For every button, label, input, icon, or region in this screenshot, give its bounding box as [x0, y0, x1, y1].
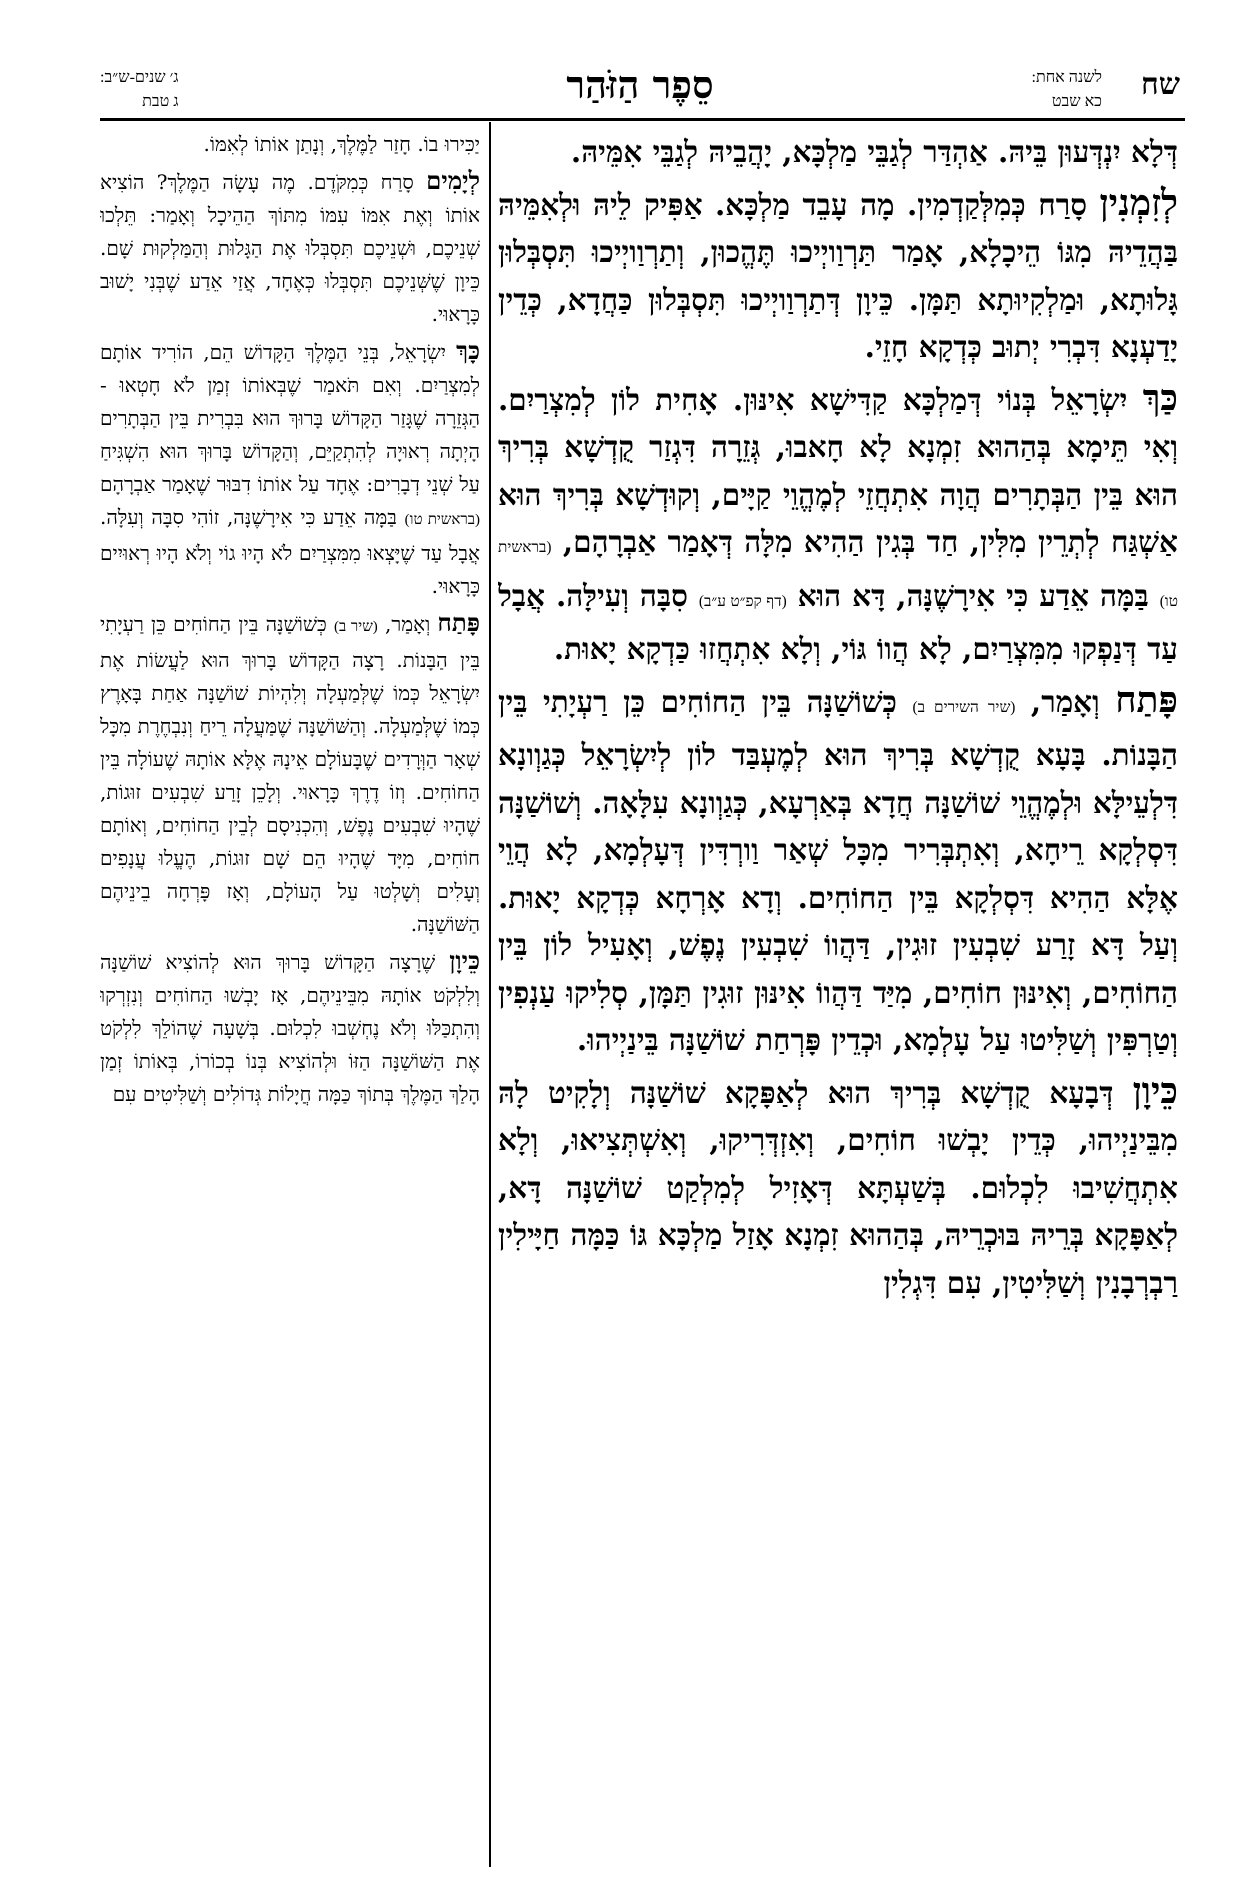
aramaic-paragraph: כַּךְ יִשְׂרָאֵל בְּנוֹי דְּמַלְכָּא קַדִּישָׁא אִינּוּן. אָחִית לוֹן לְמִצְרַיִם. וְאִי תֵּימָא בְּהַהוּא זִמְנָא לָא חָאבוּ, גְּזֵרָה דִּגְזַר קֻדְשָׁא בְּרִיךְ הוּא בֵּין הַבְּתָרִים הֲוָה אִתְחֲזֵי לְמֶהֱוֵי קַיָּים, וְקוּדְשָׁא בְּרִיךְ הוּא אַשְׁגַּח לְתְרֵין מִלִּין, חַד בְּגִין הַהִיא מִלָּה דְּאָמַר אַבְרָהָם, (בראשית טו) בַּמָּה אֵדַע כִּי אִירָשֶׁנָּה, דָּא הוּא (דף קפ״ט ע״ב) סִבָּה וְעִילָּה. אֲבָל עַד דְּנַפְקוּ מִמִּצְרַיִם, לָא הֲווֹ גּוֹי, וְלָא אִתְחֲזוּ כַּדְקָא יָאוּת.	[498, 376, 1178, 666]
opening-word: כַּךְ	[1142, 376, 1178, 419]
opening-word: כֵּיוָן	[1132, 1069, 1178, 1112]
schedule-program-label: ג׳ שנים-ש״ב:	[100, 69, 179, 86]
hebrew-paragraph: יַכִּירוּ בוֹ. חָזַר לַמֶּלֶךְ, וְנָתַן אוֹתוֹ לְאִמּוֹ.	[203, 132, 480, 156]
opening-word: פָּתַח	[1115, 678, 1178, 721]
verse-reference: (שיר ב)	[334, 619, 378, 635]
study-schedule-label: לשנה אחת:	[1031, 69, 1102, 86]
page-header	[100, 62, 1180, 112]
page-number: שח	[1141, 68, 1180, 101]
opening-word: כָּךְ	[456, 336, 480, 365]
verse-reference: (שיר השירים ב)	[912, 698, 1016, 716]
opening-word: פָּתַח	[437, 608, 480, 637]
hebrew-paragraph: לְיָמִים סָרַח כְּמִקֹּדֶם. מֶה עָשָׂה הַמֶּלֶךְ? הוֹצִיא אוֹתוֹ וְאֶת אִמּוֹ עִמּוֹ מִתּוֹךְ הַהֵיכָל וְאָמַר: תֵּלְכוּ שְׁנֵיכֶם, וּשְׁנֵיכֶם תִּסְבְּלוּ אֶת הַגָּלוּת וְהַמַּלְקוּת שָׁם. כֵּיוָן שֶׁשְּׁנֵיכֶם תִּסְבְּלוּ כְּאֶחָד, אֲזַי אֵדַע שֶׁבְּנִי יָשׁוּב כָּרָאוּי.	[100, 166, 480, 326]
hebrew-paragraph: כֵּיוָן שֶׁרָצָה הַקָּדוֹשׁ בָּרוּךְ הוּא לְהוֹצִיא שׁוֹשַׁנָּה וְלִלְקֹט אוֹתָהּ מִבֵּינֵיהֶם, אָז יָבְשׁוּ הַחוֹחִים וְנִזְרְקוּ וְהִתְכַּלּוּ וְלֹא נֶחְשְׁבוּ לִכְלוּם. בְּשָׁעָה שֶׁהוֹלֵךְ לִלְקֹט אֶת הַשּׁוֹשַׁנָּה הַזּוֹ וּלְהוֹצִיא בְּנוֹ בְכוֹרוֹ, בְּאוֹתוֹ זְמַן הָלַךְ הַמֶּלֶךְ בְּתוֹךְ כַּמָּה חֲיָלוֹת גְּדוֹלִים וְשַׁלִּיטִים עִם	[100, 946, 480, 1106]
aramaic-paragraph: לְזִמְנִין סָרַח כְּמִלְּקַדְמִין. מָה עָבֵד מַלְכָּא. אַפִּיק לֵיהּ וּלְאִמֵּיהּ בַּהֲדֵיהּ מִגּוֹ הֵיכָלָא, אָמַר תַּרְוַויְיכוּ תֶּהֱכוּן, וְתַרְוַויְיכוּ תִּסְבְּלוּן גָּלוּתָא, וּמַלְקִיוּתָא תַּמָּן. כֵּיוָן דְּתַרְוַויְיכוּ תִּסְבְּלוּן כַּחֲדָא, כְּדֵין יָדַעְנָא דִּבְרִי יְתוּב כְּדְקָא חָזֵי.	[498, 181, 1178, 364]
aramaic-column	[498, 128, 1178, 1868]
schedule-info	[100, 66, 179, 114]
opening-word: לְזִמְנִין	[1099, 181, 1178, 224]
hebrew-translation-column	[100, 128, 480, 1868]
book-title: סֵפֶר הַזֹּהַר	[566, 62, 714, 107]
column-divider	[489, 122, 491, 1867]
verse-reference: (בראשית טו)	[498, 539, 1178, 610]
opening-word: לְיָמִים	[426, 166, 480, 195]
aramaic-paragraph: פָּתַח וְאָמַר, (שיר השירים ב) כְּשׁוֹשַׁנָּה בֵּין הַחוֹחִים כֵּן רַעְיָתִי בֵּין הַבָּנוֹת. בָּעָא קֻדְשָׁא בְּרִיךְ הוּא לְמֶעְבַּד לוֹן לְיִשְׂרָאֵל כְּגַוְונָא דִּלְעֵילָּא וּלְמֶהֱוֵי שׁוֹשַׁנָּה חֲדָא בְּאַרְעָא, כְּגַוְונָא עִלָּאָה. וְשׁוֹשַׁנָּה דִּסְלְקָא רֵיחָא, וְאִתְבְּרִיר מִכָּל שְׁאַר וַורְדִּין דְּעָלְמָא, לָא הֲוֵי אֶלָּא הַהִיא דִּסְלְקָא בֵּין הַחוֹחִים. וְדָא אָרְחָא כְּדְקָא יָאוּת. וְעַל דָּא זָרַע שִׁבְעִין זוּגִין, דַּהֲווֹ שִׁבְעִין נֶפֶשׁ, וְאָעִיל לוֹן בֵּין הַחוֹחִים, וְאִינּוּן חוֹחִים, מִיַּד דַּהֲווֹ אִינּוּן זוּגִין תַּמָּן, סְלִיקוּ עַנְפִין וְטַרְפִּין וְשַׁלִּיטוּ עַל עָלְמָא, וּכְדֵין פָּרְחַת שׁוֹשַׁנָּה בֵּינַיְיהוּ.	[498, 678, 1178, 1057]
aramaic-paragraph: דְּלָא יִנְדְּעוּן בֵּיהּ. אַהְדַּר לְגַבֵּי מַלְכָּא, יָהֲבֵיהּ לְגַבֵּי אִמֵּיהּ.	[570, 134, 1178, 169]
verse-reference: (בראשית טו)	[404, 512, 480, 528]
opening-word: כֵּיוָן	[449, 946, 480, 975]
hebrew-paragraph: כָּךְ יִשְׂרָאֵל, בְּנֵי הַמֶּלֶךְ הַקָּדוֹשׁ הֵם, הוֹרִיד אוֹתָם לְמִצְרַיִם. וְאִם תֹּאמַר שֶׁבְּאוֹתוֹ זְמַן לֹא חָטְאוּ - הַגְּזֵרָה שֶׁגָּזַר הַקָּדוֹשׁ בָּרוּךְ הוּא בִּבְרִית בֵּין הַבְּתָרִים הָיְתָה רְאוּיָה לְהִתְקַיֵּם, וְהַקָּדוֹשׁ בָּרוּךְ הוּא הִשְׁגִּיחַ עַל שְׁנֵי דְבָרִים: אֶחָד עַל אוֹתוֹ דִבּוּר שֶׁאָמַר אַבְרָהָם (בראשית טו) בַּמָּה אֵדַע כִּי אִירָשֶׁנָּה, זוֹהִי סִבָּה וְעִלָּה. אֲבָל עַד שֶׁיָּצְאוּ מִמִּצְרַיִם לֹא הָיוּ גוֹי וְלֹא הָיוּ רְאוּיִים כָּרָאוּי.	[100, 336, 480, 598]
study-date: כא שבט	[1051, 93, 1102, 110]
schedule-date: ג טבת	[142, 93, 179, 110]
folio-reference: (דף קפ״ט ע״ב)	[698, 592, 787, 610]
header-rule	[100, 118, 1185, 121]
hebrew-paragraph: פָּתַח וְאָמַר, (שיר ב) כְּשׁוֹשַׁנָּה בֵּין הַחוֹחִים כֵּן רַעְיָתִי בֵּין הַבָּנוֹת. רָצָה הַקָּדוֹשׁ בָּרוּךְ הוּא לַעֲשׂוֹת אֶת יִשְׂרָאֵל כְּמוֹ שֶׁלְּמַעְלָה וְלִהְיוֹת שׁוֹשַׁנָּה אַחַת בָּאָרֶץ כְּמוֹ שֶׁלְּמַעְלָה. וְהַשּׁוֹשַׁנָּה שֶׁמַּעֲלָה רֵיחַ וְנִבְחֶרֶת מִכָּל שְׁאָר הַוְּרָדִים שֶׁבָּעוֹלָם אֵינָהּ אֶלָּא אוֹתָהּ שֶׁעוֹלָה בֵּין הַחוֹחִים. וְזוֹ דֶרֶךְ כָּרָאוּי. וְלָכֵן זָרַע שִׁבְעִים זוּגוֹת, שֶׁהָיוּ שִׁבְעִים נֶפֶשׁ, וְהִכְנִיסָם לְבֵין הַחוֹחִים, וְאוֹתָם חוֹחִים, מִיָּד שֶׁהָיוּ הֵם שָׁם זוּגוֹת, הֶעֱלוּ עֲנָפִים וְעָלִים וְשָׁלְטוּ עַל הָעוֹלָם, וְאָז פָּרְחָה בֵינֵיהֶם הַשּׁוֹשַׁנָּה.	[100, 608, 480, 936]
aramaic-paragraph: כֵּיוָן דְּבָעָא קֻדְשָׁא בְּרִיךְ הוּא לְאַפָּקָא שׁוֹשַׁנָּה וְלָקִיט לָהּ מִבֵּינַיְיהוּ, כְּדֵין יָבְשׁוּ חוֹחִים, וְאִזְדְּרִיקוּ, וְאִשְׁתְּצִיאוּ, וְלָא אִתְחֲשִׁיבוּ לִכְלוּם. בְּשַׁעְתָּא דְּאָזִיל לְמִלְקַט שׁוֹשַׁנָּה דָּא, לְאַפָּקָא בְּרֵיהּ בּוּכְרֵיהּ, בְּהַהוּא זִמְנָא אָזַל מַלְכָּא גּוֹ כַּמָּה חַיָּילִין רַבְרְבָנִין וְשַׁלִּיטִין, עִם דִּגְלִין	[498, 1069, 1178, 1300]
